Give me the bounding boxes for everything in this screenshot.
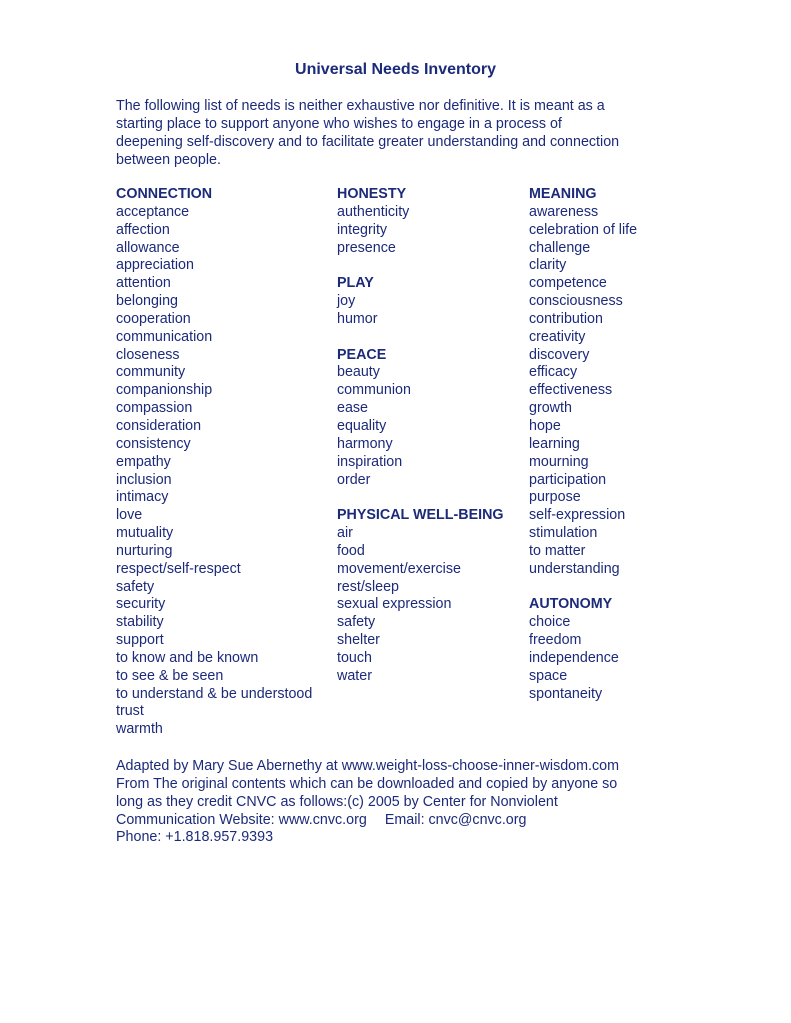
need-item: joy — [337, 293, 356, 310]
need-item: effectiveness — [529, 382, 613, 399]
category-heading: MEANING — [529, 186, 597, 202]
intro-line: starting place to support anyone who wishes to engage in a process of — [116, 115, 562, 132]
need-item: compassion — [116, 400, 193, 417]
need-item: purpose — [529, 489, 581, 506]
need-item: closeness — [116, 346, 180, 363]
need-item: love — [116, 507, 143, 524]
need-item: companionship — [116, 382, 213, 399]
need-item: presence — [337, 239, 396, 256]
need-item: contribution — [529, 310, 603, 327]
need-item: authenticity — [337, 203, 410, 220]
need-item: equality — [337, 417, 387, 434]
need-item: acceptance — [116, 203, 190, 220]
need-item: creativity — [529, 328, 586, 345]
need-item: communion — [337, 382, 411, 399]
intro-line: deepening self-discovery and to facilitate greater understanding and connection — [116, 133, 620, 150]
need-item: support — [116, 632, 164, 649]
need-item: freedom — [529, 632, 582, 649]
need-item: shelter — [337, 632, 380, 649]
need-item: learning — [529, 435, 580, 452]
need-item: to understand & be understood — [116, 685, 313, 702]
needs-category — [529, 186, 729, 579]
need-item: participation — [529, 471, 607, 488]
need-item: order — [337, 471, 371, 488]
need-item: humor — [337, 310, 378, 327]
category-heading: AUTONOMY — [529, 596, 613, 613]
need-item: growth — [529, 400, 572, 417]
footer-adapted-line — [116, 758, 686, 776]
needs-column-1 — [116, 186, 336, 739]
need-item: mourning — [529, 453, 589, 470]
need-item: intimacy — [116, 489, 169, 506]
needs-category — [337, 186, 529, 257]
need-item: inclusion — [116, 471, 172, 488]
need-item: consciousness — [529, 293, 623, 310]
need-item: consideration — [116, 417, 202, 434]
need-item: clarity — [529, 257, 567, 274]
footer-credits — [116, 758, 686, 847]
need-item: respect/self-respect — [116, 560, 241, 577]
intro-line: between people. — [116, 151, 221, 168]
need-item: movement/exercise — [337, 560, 461, 577]
needs-category — [337, 507, 529, 685]
need-item: warmth — [116, 721, 163, 738]
need-item: community — [116, 364, 186, 381]
needs-category — [116, 186, 336, 739]
need-item: to see & be seen — [116, 667, 224, 684]
need-item: discovery — [529, 346, 590, 363]
footer-phone: Phone: +1.818.957.9393 — [116, 829, 274, 846]
category-heading: PHYSICAL WELL-BEING — [337, 507, 504, 524]
need-item: spontaneity — [529, 685, 603, 702]
footer-cnvc-website: Communication Website: www.cnvc.org — [116, 811, 367, 828]
need-item: safety — [337, 614, 376, 631]
need-item: empathy — [116, 453, 171, 470]
need-item: stimulation — [529, 525, 598, 542]
needs-column-2 — [337, 186, 529, 686]
need-item: rest/sleep — [337, 578, 399, 595]
need-item: sexual expression — [337, 596, 452, 613]
need-item: choice — [529, 614, 571, 631]
need-item: self-expression — [529, 507, 626, 524]
need-item: food — [337, 542, 365, 559]
need-item: efficacy — [529, 364, 578, 381]
page-title: Universal Needs Inventory — [295, 61, 496, 78]
need-item: affection — [116, 221, 170, 238]
need-item: to matter — [529, 542, 586, 559]
footer-adapted-prefix: Adapted by Mary Sue Abernethy at — [116, 758, 342, 774]
category-heading: PLAY — [337, 275, 374, 292]
need-item: competence — [529, 275, 607, 292]
need-item: trust — [116, 703, 144, 720]
needs-category — [529, 596, 729, 703]
need-item: appreciation — [116, 257, 194, 274]
needs-column-3 — [529, 186, 729, 703]
footer-website-link[interactable]: www.weight-loss-choose-inner-wisdom.com — [341, 758, 620, 774]
need-item: beauty — [337, 364, 380, 381]
need-item: water — [337, 667, 372, 684]
need-item: to know and be known — [116, 649, 259, 666]
need-item: hope — [529, 417, 561, 434]
need-item: inspiration — [337, 453, 403, 470]
footer-line-4 — [116, 812, 686, 830]
need-item: consistency — [116, 435, 191, 452]
need-item: celebration of life — [529, 221, 638, 238]
need-item: harmony — [337, 435, 393, 452]
category-heading: PEACE — [337, 346, 387, 363]
need-item: awareness — [529, 203, 599, 220]
need-item: challenge — [529, 239, 591, 256]
need-item: space — [529, 667, 568, 684]
need-item: independence — [529, 649, 619, 666]
need-item: air — [337, 525, 353, 542]
category-heading: CONNECTION — [116, 186, 213, 202]
need-item: understanding — [529, 560, 620, 577]
need-item: belonging — [116, 293, 179, 310]
need-item: touch — [337, 649, 372, 666]
footer-cnvc-email: Email: cnvc@cnvc.org — [384, 811, 527, 828]
intro-line: The following list of needs is neither exhaustive nor definitive. It is meant as a — [116, 98, 605, 114]
need-item: mutuality — [116, 525, 174, 542]
intro-paragraph — [116, 98, 686, 169]
need-item: cooperation — [116, 310, 191, 327]
category-heading: HONESTY — [337, 186, 407, 202]
footer-line-3: long as they credit CNVC as follows:(c) 2005 by Center for Nonviolent — [116, 793, 558, 810]
need-item: communication — [116, 328, 213, 345]
need-item: stability — [116, 614, 164, 631]
needs-category — [337, 347, 529, 490]
need-item: ease — [337, 400, 369, 417]
need-item: nurturing — [116, 542, 173, 559]
footer-line-2: From The original contents which can be downloaded and copied by anyone so — [116, 775, 618, 792]
need-item: allowance — [116, 239, 180, 256]
need-item: attention — [116, 275, 171, 292]
need-item: security — [116, 596, 166, 613]
needs-category — [337, 275, 529, 329]
need-item: safety — [116, 578, 155, 595]
need-item: integrity — [337, 221, 388, 238]
